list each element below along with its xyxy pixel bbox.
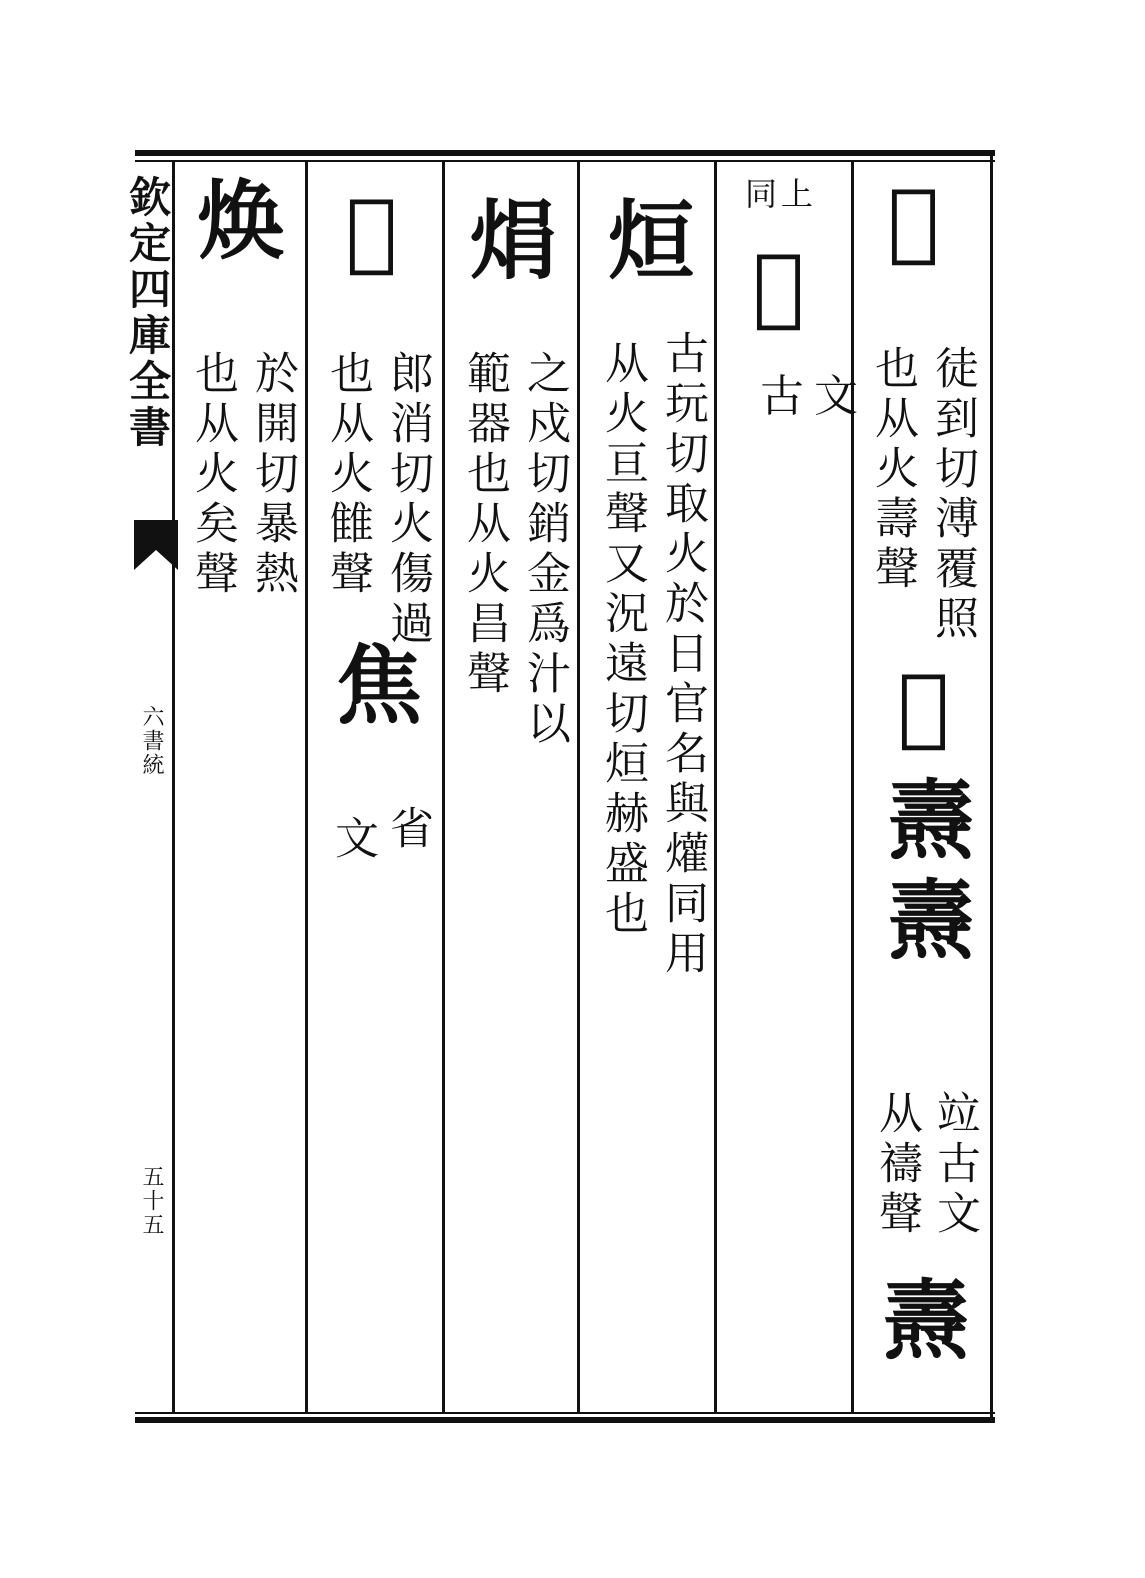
annotation-line: 文 (327, 815, 378, 865)
annotation-line: 之戍切銷金爲汁以 (519, 350, 570, 750)
annotation-line: 也从火矣聲 (187, 350, 238, 600)
seal-character: 焦 (321, 640, 422, 740)
annotation-line: 也从火壽聲 (867, 345, 918, 595)
seal-character: 𤍫 (863, 170, 964, 285)
annotation-line: 徒到切溥覆照 (927, 345, 978, 645)
column-rule (442, 162, 445, 1412)
annotation-line: 从火亘聲又況遠切烜赫盛也 (597, 340, 648, 940)
column-rule (714, 162, 717, 1412)
annotation-line: 於開切暴熱 (247, 350, 298, 600)
bottom-border-thick (135, 1417, 995, 1423)
column-rule (305, 162, 308, 1412)
small-annotation: 同上 (745, 175, 818, 213)
seal-character: 燾燾 (873, 775, 974, 975)
book-title: 欽定四庫全書 (123, 175, 172, 451)
seal-character: 𤐣 (873, 655, 974, 770)
bottom-border-thin (135, 1412, 995, 1414)
section-title: 六書統 (139, 705, 164, 777)
fishtail-mark (134, 520, 178, 580)
top-border-thin (135, 160, 995, 162)
page-number: 五十五 (139, 1165, 164, 1237)
seal-character: 焕 (183, 175, 284, 275)
annotation-line: 竝古文 (929, 1090, 980, 1240)
annotation-line: 古文 (760, 371, 868, 422)
seal-character: 焆 (455, 195, 556, 295)
column-rule (172, 162, 175, 1412)
seal-character: 𤍫 (728, 235, 829, 350)
top-border-thick (135, 150, 995, 156)
column-rule (577, 162, 580, 1412)
seal-character: 燾 (868, 1275, 969, 1375)
annotation-line: 郎消切火傷過 (382, 350, 433, 650)
seal-character: 𤓰 (321, 180, 422, 295)
seal-character: 烜 (593, 195, 694, 295)
annotation-line: 从禱聲 (871, 1090, 922, 1240)
annotation-line: 省 (382, 805, 433, 855)
annotation-line: 範器也从火昌聲 (459, 350, 510, 700)
column-rule (851, 162, 854, 1412)
annotation-line: 也从火雔聲 (322, 350, 373, 600)
annotation-line: 古玩切取火於日官名與爟同用 (657, 330, 708, 980)
right-border (990, 150, 993, 1423)
